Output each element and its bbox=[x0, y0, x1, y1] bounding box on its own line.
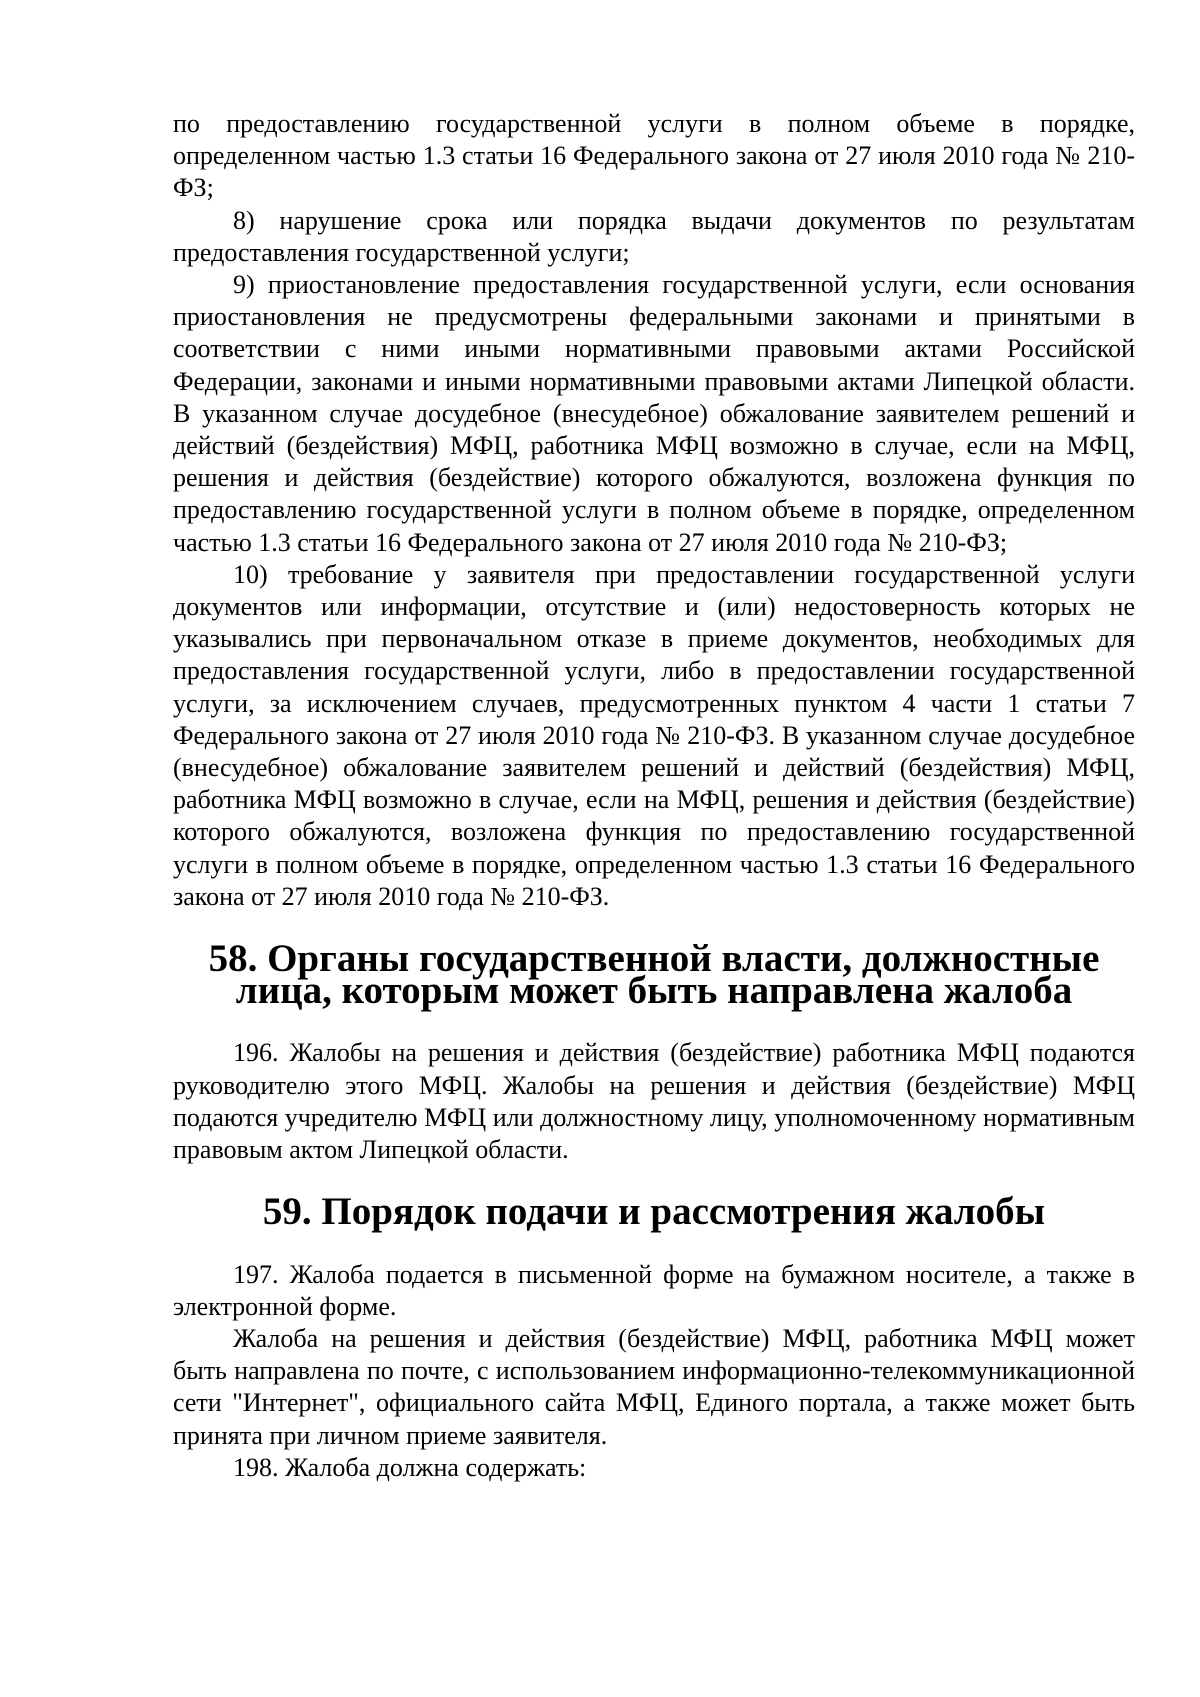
section-58-heading-line2: лица, которым может быть направлена жалоба bbox=[235, 969, 1073, 1013]
paragraph-item-9: 9) приостановление предоставления государственной услуги, если основания приостановления не предусмотрены федеральными законами и принятыми в соответствии с ними иными нормативными правовыми актами Российской Федерации, законами и иными нормативными правовыми актами Липецкой области. В указанном случае досудебное (внесудебное) обжалование заявителем решений и действий (бездействия) МФЦ, работника МФЦ возможно в случае, если на МФЦ, решения и действия (бездействие) которого обжалуются, возложена функция по предоставлению государственной услуги в полном объеме в порядке, определенном частью 1.3 статьи 16 Федерального закона от 27 июля 2010 года № 210-ФЗ; bbox=[173, 270, 1135, 557]
paragraph-continuation: по предоставлению государственной услуги в полном объеме в порядке, определенном частью 1.3 статьи 16 Федерального закона от 27 июля 2010 года № 210-ФЗ; bbox=[173, 109, 1135, 203]
paragraph-198: 198. Жалоба должна содержать: bbox=[233, 1452, 587, 1482]
paragraph-item-10: 10) требование у заявителя при предоставлении государственной услуги документов или информации, отсутствие и (или) недостоверность которых не указывались при первоначальном отказе в приеме документов, необходимых для предоставления государственной услуги, либо в предоставлении государственной услуги, за исключением случаев, предусмотренных пунктом 4 части 1 статьи 7 Федерального закона от 27 июля 2010 года № 210-ФЗ. В указанном случае досудебное (внесудебное) обжалование заявителем решений и действий (бездействия) МФЦ, работника МФЦ возможно в случае, если на МФЦ, решения и действия (бездействие) которого обжалуются, возложена функция по предоставлению государственной услуги в полном объеме в порядке, определенном частью 1.3 статьи 16 Федерального закона от 27 июля 2010 года № 210-ФЗ. bbox=[173, 559, 1135, 911]
section-59-heading: 59. Порядок подачи и рассмотрения жалобы bbox=[262, 1190, 1046, 1234]
section-58-heading bbox=[173, 937, 1135, 1013]
paragraph-item-8: 8) нарушение срока или порядка выдачи документов по результатам предоставления государственной услуги; bbox=[173, 205, 1135, 267]
paragraph-197: 197. Жалоба подается в письменной форме на бумажном носителе, а также в электронной форме. bbox=[173, 1259, 1135, 1321]
paragraph-complaint-channels: Жалоба на решения и действия (бездействие) МФЦ, работника МФЦ может быть направлена по почте, с использованием информационно-телекоммуникационной сети "Интернет", официального сайта МФЦ, Единого портала, а также может быть принята при личном приеме заявителя. bbox=[173, 1323, 1135, 1450]
paragraph-196: 196. Жалобы на решения и действия (бездействие) работника МФЦ подаются руководителю этого МФЦ. Жалобы на решения и действия (бездействие) МФЦ подаются учредителю МФЦ или должностному лицу, уполномоченному нормативным правовым актом Липецкой области. bbox=[173, 1038, 1135, 1165]
document-page bbox=[173, 108, 1135, 1484]
section-58-heading-line1: 58. Органы государственной власти, должностные bbox=[208, 937, 1100, 981]
